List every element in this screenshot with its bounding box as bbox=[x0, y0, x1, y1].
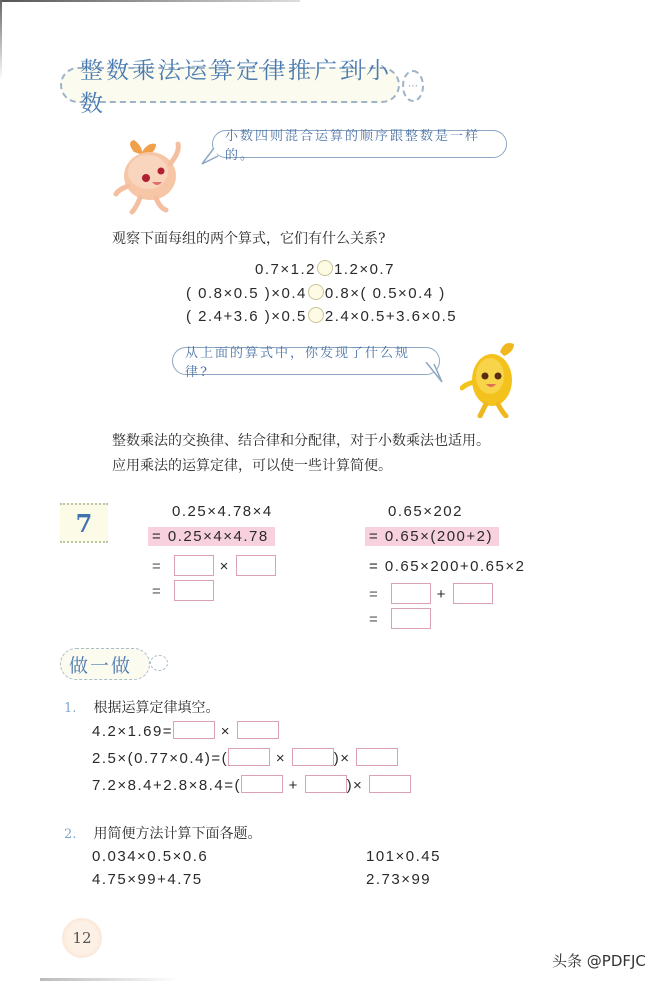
answer-box[interactable] bbox=[453, 583, 493, 604]
example-left-line1: 0.25×4.78×4 bbox=[172, 503, 273, 520]
example-right-line2 bbox=[365, 528, 499, 545]
bubble-text: 小数四则混合运算的顺序跟整数是一样的。 bbox=[225, 129, 481, 163]
compare-circle-blank[interactable] bbox=[317, 260, 333, 276]
answer-box[interactable] bbox=[356, 748, 398, 766]
page-edge-left bbox=[0, 0, 2, 80]
highlighted-step: = 0.25×4×4.78 bbox=[148, 527, 275, 546]
watermark: 头条 @PDFJC bbox=[552, 952, 646, 970]
answer-box[interactable] bbox=[228, 748, 270, 766]
comparison-left: 0.7×1.2 bbox=[255, 261, 316, 278]
section-title: 整数乘法运算定律推广到小数 bbox=[80, 58, 392, 117]
bubble-tail-icon bbox=[200, 148, 220, 166]
page-edge-top bbox=[0, 0, 300, 2]
comparison-left: ( 0.8×0.5 )×0.4 bbox=[186, 285, 307, 302]
example-right-line5: = bbox=[369, 608, 431, 629]
lemon-character-icon bbox=[460, 340, 522, 418]
problem-number: 1. bbox=[64, 701, 77, 716]
answer-box[interactable] bbox=[174, 580, 214, 601]
practice-label-banner bbox=[60, 648, 150, 680]
problem1-header bbox=[64, 697, 220, 717]
bubble-text: 从上面的算式中，你发现了什么规律? bbox=[185, 346, 411, 380]
comparison-right: 2.4×0.5+3.6×0.5 bbox=[324, 308, 458, 325]
problem-prompt: 用简便方法计算下面各题。 bbox=[93, 826, 262, 842]
answer-box[interactable] bbox=[173, 721, 215, 739]
problem2-item: 4.75×99+4.75 bbox=[92, 871, 203, 888]
example-left-line4: = bbox=[152, 580, 214, 601]
answer-box[interactable] bbox=[237, 721, 279, 739]
page-number: 12 bbox=[62, 918, 102, 958]
page-edge-bottom bbox=[40, 978, 180, 981]
problem1-row3: 7.2×8.4+2.8×8.4=( + )× bbox=[92, 775, 411, 794]
observe-question: 观察下面每组的两个算式，它们有什么关系? bbox=[112, 231, 386, 247]
compare-circle-blank[interactable] bbox=[308, 284, 324, 300]
problem2-item: 101×0.45 bbox=[366, 848, 441, 865]
example-right-line1: 0.65×202 bbox=[388, 503, 463, 520]
practice-bubble-icon bbox=[150, 655, 168, 671]
example-right-line4: = + bbox=[369, 583, 493, 604]
example-left-line2 bbox=[148, 528, 275, 545]
speech-bubble-pattern bbox=[172, 346, 440, 380]
comparison-row-3 bbox=[186, 307, 457, 325]
rule-line-2: 应用乘法的运算定律，可以使一些计算简便。 bbox=[112, 458, 392, 474]
answer-box[interactable] bbox=[391, 583, 431, 604]
highlighted-step: = 0.65×(200+2) bbox=[365, 527, 499, 546]
problem-number: 2. bbox=[64, 827, 77, 842]
comparison-row-1 bbox=[255, 260, 395, 278]
problem-prompt: 根据运算定律填空。 bbox=[93, 700, 220, 716]
answer-box[interactable] bbox=[241, 775, 283, 793]
problem1-row1: 4.2×1.69= × bbox=[92, 721, 279, 740]
practice-label: 做一做 bbox=[69, 654, 133, 677]
bubble-tail-icon bbox=[424, 362, 446, 384]
comparison-right: 0.8×( 0.5×0.4 ) bbox=[324, 285, 446, 302]
problem2-item: 0.034×0.5×0.6 bbox=[92, 848, 209, 865]
comparison-right: 1.2×0.7 bbox=[333, 261, 395, 278]
title-badge-icon: ⋯ bbox=[402, 70, 424, 102]
speech-bubble-order bbox=[212, 129, 507, 163]
peach-character-icon bbox=[112, 138, 192, 216]
answer-box[interactable] bbox=[305, 775, 347, 793]
section-title-banner bbox=[60, 58, 400, 117]
answer-box[interactable] bbox=[174, 555, 214, 576]
comparison-row-2 bbox=[186, 284, 446, 302]
answer-box[interactable] bbox=[292, 748, 334, 766]
example-left-line3: = × bbox=[152, 555, 276, 576]
example-number-badge: 7 bbox=[60, 503, 108, 543]
rule-line-1: 整数乘法的交换律、结合律和分配律，对于小数乘法也适用。 bbox=[112, 433, 490, 449]
comparison-left: ( 2.4+3.6 )×0.5 bbox=[186, 308, 307, 325]
example-right-line3: = 0.65×200+0.65×2 bbox=[369, 558, 526, 575]
problem2-item: 2.73×99 bbox=[366, 871, 432, 888]
problem2-header bbox=[64, 823, 262, 843]
answer-box[interactable] bbox=[369, 775, 411, 793]
compare-circle-blank[interactable] bbox=[308, 307, 324, 323]
answer-box[interactable] bbox=[391, 608, 431, 629]
answer-box[interactable] bbox=[236, 555, 276, 576]
problem1-row2: 2.5×(0.77×0.4)=( × )× bbox=[92, 748, 398, 767]
